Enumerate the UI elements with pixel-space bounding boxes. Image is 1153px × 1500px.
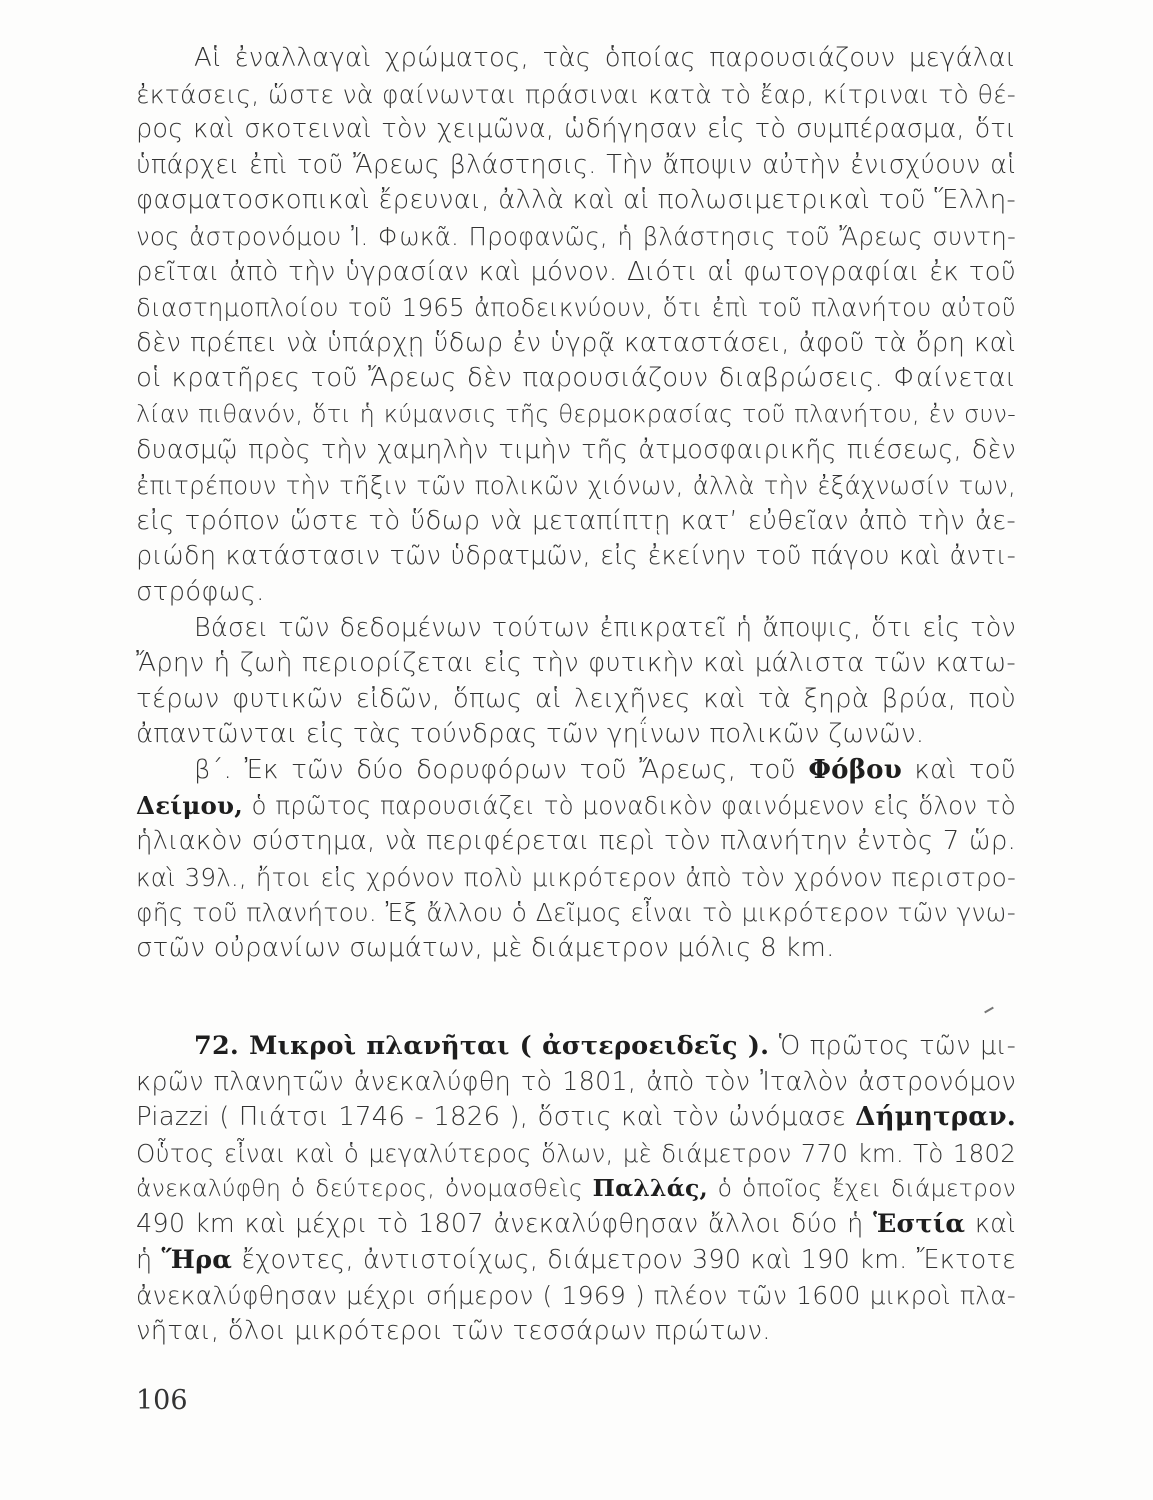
- pallas-term: Παλλάς,: [592, 1174, 708, 1203]
- text-line: ἡλιακὸν σύστημα, νὰ περιφέρεται περὶ τὸν πλανήτην ἐντὸς 7 ὥρ.: [136, 826, 1016, 857]
- text-line: ρεῖται ἀπὸ τὴν ὑγρασίαν καὶ μόνον. Διότι αἱ φωτογραφίαι ἐκ τοῦ: [136, 256, 1016, 287]
- text-span: Βάσει τῶν δεδομένων τούτων ἐπικρατεῖ ἡ ἄποψις, ὅτι εἰς τὸν: [194, 612, 1016, 643]
- text-span: 490 km καὶ μέχρι τὸ 1807 ἀνεκαλύφθησαν ἄλλοι δύο ἡ: [136, 1208, 874, 1239]
- text-line: τέρων φυτικῶν εἰδῶν, ὅπως αἱ λειχῆνες καὶ τὰ ξηρὰ βρύα, ποὺ: [136, 683, 1016, 714]
- text-line: Ἄρην ἡ ζωὴ περιορίζεται εἰς τὴν φυτικὴν καὶ μάλιστα τῶν κατω-: [136, 648, 1016, 679]
- section-heading: 72. Μικροὶ πλανῆται ( ἀστεροειδεῖς ).: [194, 1031, 770, 1061]
- text-line: [136, 41, 1016, 77]
- text-line: ὑπάρχει ἐπὶ τοῦ Ἄρεως βλάστησις. Τὴν ἄποψιν αὐτὴν ἐνισχύουν αἱ: [136, 149, 1016, 180]
- section-72: [136, 1029, 1016, 1349]
- text-line: δὲν πρέπει νὰ ὑπάρχῃ ὕδωρ ἐν ὑγρᾷ καταστάσει, ἀφοῦ τὰ ὄρη καὶ: [136, 327, 1016, 358]
- demetra-term: Δήμητραν.: [855, 1102, 1016, 1133]
- text-span: ὁ ὁποῖος ἔχει διάμετρον: [707, 1174, 1017, 1203]
- text-line: [136, 1243, 1016, 1279]
- phobos-term: Φόβου: [808, 754, 902, 785]
- text-line: [136, 1207, 1016, 1243]
- text-span: Piazzi ( Πιάτσι 1746 - 1826 ), ὅστις καὶ τὸν ὠνόμασε: [136, 1102, 856, 1133]
- deimos-term: Δείμου,: [136, 791, 243, 821]
- stray-mark: [984, 1007, 994, 1014]
- text-line: διαστημοπλοίου τοῦ 1965 ἀποδεικνύουν, ὅτι ἐπὶ τοῦ πλανήτου αὐτοῦ: [136, 293, 1016, 323]
- text-line: δυασμῷ πρὸς τὴν χαμηλὴν τιμὴν τῆς ἀτμοσφαιρικῆς πιέσεως, δὲν: [136, 434, 1016, 465]
- text-column: [136, 41, 1016, 966]
- text-span: Αἱ ἐναλλαγαὶ χρώματος, τὰς ὁποίας παρουσιάζουν μεγάλαι: [194, 43, 1016, 73]
- text-line: Οὗτος εἶναι καὶ ὁ μεγαλύτερος ὅλων, μὲ διάμετρον 770 km. Τὸ 1802: [136, 1138, 1016, 1168]
- text-line: [136, 1171, 1016, 1207]
- text-line: ἐκτάσεις, ὥστε νὰ φαίνωνται πράσιναι κατὰ τὸ ἔαρ, κίτριναι τὸ θέ-: [136, 79, 1016, 109]
- text-span: ἡ: [136, 1244, 162, 1275]
- text-line: [136, 611, 1016, 647]
- text-line: φασματοσκοπικαὶ ἔρευναι, ἀλλὰ καὶ αἱ πολωσιμετρικαὶ τοῦ Ἕλλη-: [136, 185, 1016, 216]
- text-line: ἀπαντῶνται εἰς τὰς τούνδρας τῶν γηΐνων πολικῶν ζωνῶν.: [136, 719, 925, 750]
- text-line: [136, 753, 1016, 789]
- text-line: νῆται, ὅλοι μικρότεροι τῶν τεσσάρων πρώτων.: [136, 1315, 771, 1346]
- text-line: [136, 788, 1016, 824]
- hera-term: Ἥρα: [161, 1244, 233, 1275]
- text-line: λίαν πιθανόν, ὅτι ἡ κύμανσις τῆς θερμοκρασίας τοῦ πλανήτου, ἐν συν-: [136, 399, 1016, 428]
- text-span: β΄. Ἐκ τῶν δύο δορυφόρων τοῦ Ἄρεως, τοῦ: [194, 754, 809, 785]
- text-line: στῶν οὐρανίων σωμάτων, μὲ διάμετρον μόλις 8 km.: [136, 932, 835, 963]
- page-number: 106: [136, 1385, 188, 1416]
- text-line: [136, 1029, 1016, 1065]
- text-line: νος ἀστρονόμου Ἰ. Φωκᾶ. Προφανῶς, ἡ βλάστησις τοῦ Ἄρεως συντη-: [136, 221, 1016, 251]
- text-line: ρος καὶ σκοτειναὶ τὸν χειμῶνα, ὡδήγησαν εἰς τὸ συμπέρασμα, ὅτι: [136, 114, 1016, 145]
- text-line: οἱ κρατῆρες τοῦ Ἄρεως δὲν παρουσιάζουν διαβρώσεις. Φαίνεται: [136, 363, 1016, 394]
- text-line: καὶ 39λ., ἤτοι εἰς χρόνον πολὺ μικρότερον ἀπὸ τὸν χρόνον περιστρο-: [136, 862, 1016, 892]
- text-span: ἔχοντες, ἀντιστοίχως, διάμετρον 390 καὶ 190 km. Ἔκτοτε: [232, 1244, 1016, 1275]
- text-span: ὁ πρῶτος παρουσιάζει τὸ μοναδικὸν φαινόμενον εἰς ὅλον τὸ: [242, 791, 1016, 821]
- text-span: καὶ: [965, 1208, 1017, 1239]
- text-line: [136, 1100, 1016, 1136]
- text-span: ἀνεκαλύφθη ὁ δεύτερος, ὀνομασθεὶς: [136, 1174, 593, 1203]
- text-line: ριώδη κατάστασιν τῶν ὑδρατμῶν, εἰς ἐκείνην τοῦ πάγου καὶ ἀντι-: [136, 541, 1016, 572]
- text-line: ἀνεκαλύφθησαν μέχρι σήμερον ( 1969 ) πλέον τῶν 1600 μικροὶ πλα-: [136, 1281, 1016, 1311]
- text-span: καὶ τοῦ: [901, 754, 1017, 785]
- hestia-term: Ἑστία: [873, 1208, 966, 1239]
- text-line: ἐπιτρέπουν τὴν τῆξιν τῶν πολικῶν χιόνων, ἀλλὰ τὴν ἐξάχνωσίν των,: [136, 471, 1016, 501]
- text-line: κρῶν πλανητῶν ἀνεκαλύφθη τὸ 1801, ἀπὸ τὸν Ἰταλὸν ἀστρονόμον: [136, 1066, 1016, 1097]
- text-line: εἰς τρόπον ὥστε τὸ ὕδωρ νὰ μεταπίπτῃ κατ’ εὐθεῖαν ἀπὸ τὴν ἀε-: [136, 505, 1016, 536]
- text-span: Ὁ πρῶτος τῶν μι-: [769, 1031, 1017, 1061]
- text-line: στρόφως.: [136, 576, 265, 607]
- text-line: φῆς τοῦ πλανήτου. Ἐξ ἄλλου ὁ Δεῖμος εἶναι τὸ μικρότερον τῶν γνω-: [136, 898, 1016, 928]
